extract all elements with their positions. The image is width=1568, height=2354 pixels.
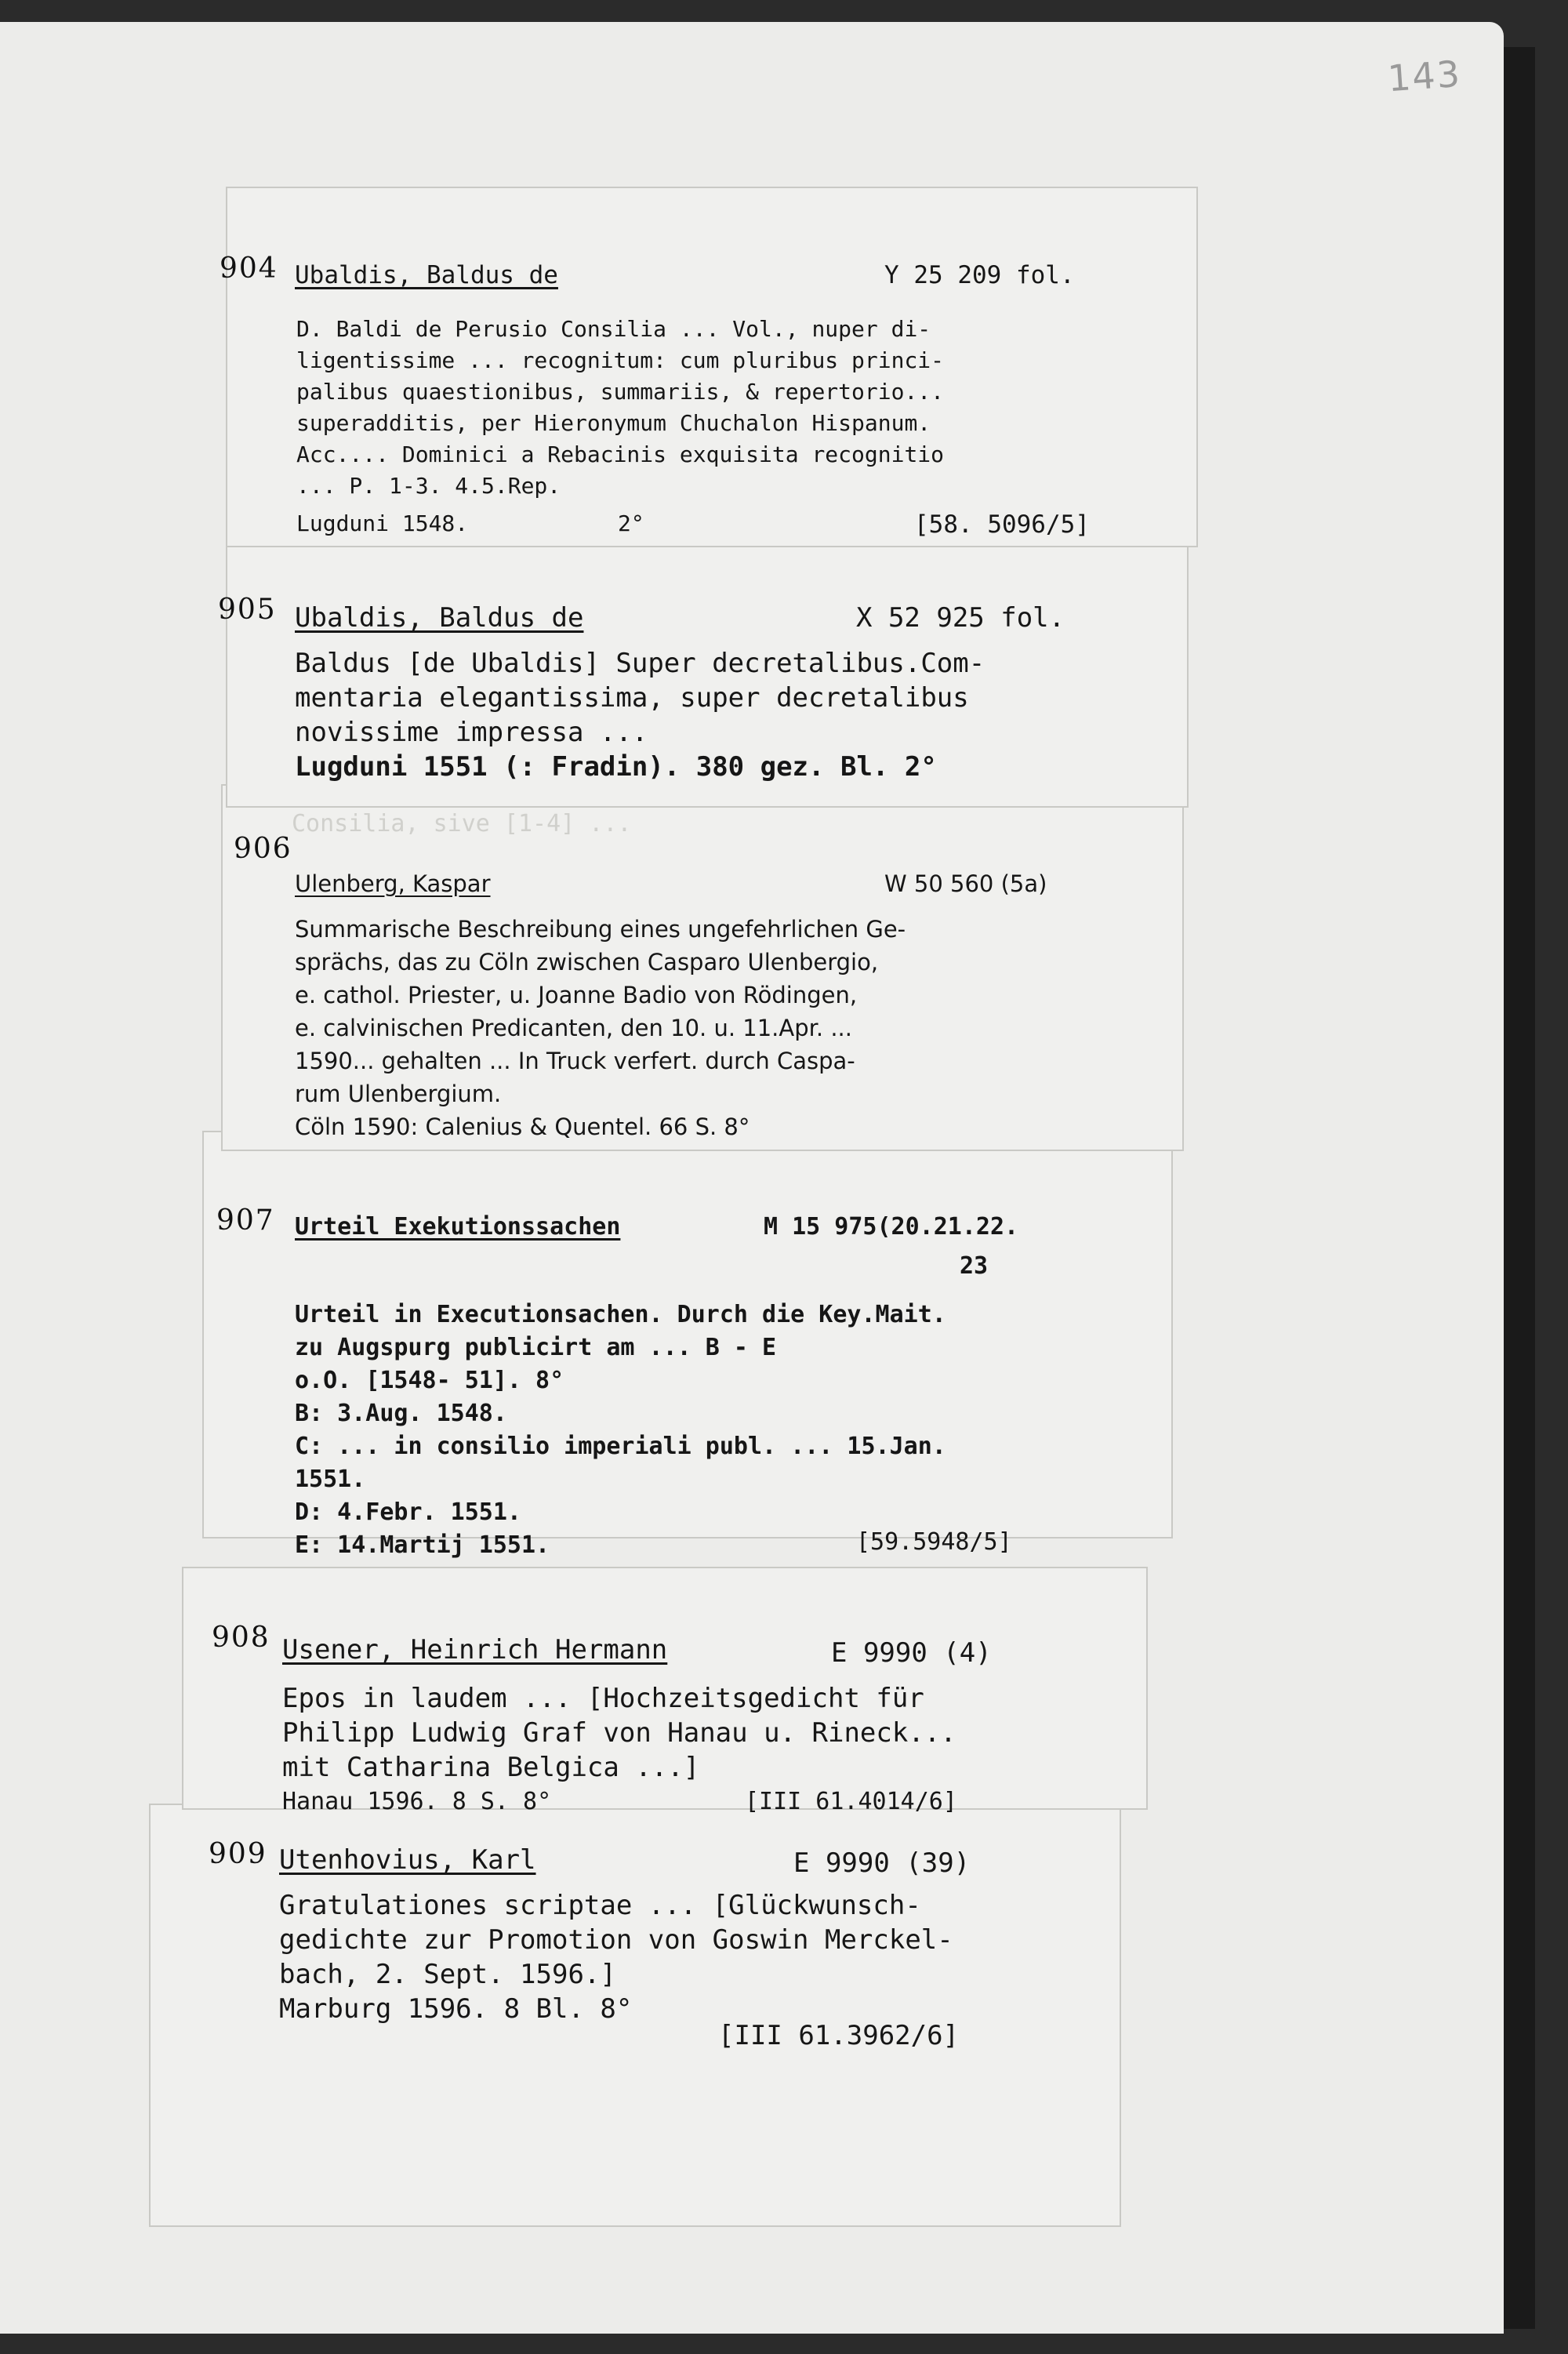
page-edge <box>1504 47 1535 2329</box>
entry-signature: M 15 975(20.21.22. <box>764 1213 1019 1241</box>
entry-text-line: zu Augspurg publicirt am ... B - E <box>295 1334 777 1361</box>
entry-shelfmark: [III 61.4014/6] <box>745 1788 957 1815</box>
entry-text-line: Summarische Beschreibung eines ungefehrlichen Ge- <box>295 916 906 943</box>
entry-text-line: C: ... in consilio imperiali publ. ... 15.Jan. <box>295 1433 946 1460</box>
entry-text-line: D: 4.Febr. 1551. <box>295 1498 521 1526</box>
entry-text-line: Acc.... Dominici a Rebacinis exquisita recognitio <box>296 441 945 467</box>
entry-imprint: Hanau 1596. 8 S. 8° <box>282 1788 552 1815</box>
entry-text-line: ligentissime ... recognitum: cum pluribus princi- <box>296 347 945 373</box>
entry-text-line: gedichte zur Promotion von Goswin Merckel- <box>279 1924 953 1956</box>
entry-shelfmark: [III 61.3962/6] <box>718 2020 960 2051</box>
entry-text-line: Baldus [de Ubaldis] Super decretalibus.Com- <box>295 648 985 679</box>
entry-signature: Y 25 209 fol. <box>884 261 1075 289</box>
entry-heading: Utenhovius, Karl <box>279 1844 536 1876</box>
entry-text-line: palibus quaestionibus, summariis, & repertorio... <box>296 379 945 405</box>
entry-signature: W 50 560 (5a) <box>884 870 1047 897</box>
show-through-text: Consilia, sive [1-4] ... <box>292 810 632 837</box>
entry-signature: E 9990 (4) <box>831 1637 992 1669</box>
entry-text-line: bach, 2. Sept. 1596.] <box>279 1959 616 1990</box>
entry-text-line: e. cathol. Priester, u. Joanne Badio von Rödingen, <box>295 982 858 1008</box>
entry-text-line: E: 14.Martij 1551. <box>295 1531 550 1559</box>
entry-text-line: superadditis, per Hieronymum Chuchalon Hispanum. <box>296 410 931 436</box>
entry-text-line: mit Catharina Belgica ...] <box>282 1752 700 1783</box>
entry-imprint: Lugduni 1548. <box>296 510 469 536</box>
entry-number: 908 <box>212 1622 270 1654</box>
entry-text-line: mentaria elegantissima, super decretalibus <box>295 682 969 714</box>
entry-number: 905 <box>218 594 277 626</box>
entry-signature: X 52 925 fol. <box>856 602 1065 634</box>
entry-text-line: 1551. <box>295 1466 366 1493</box>
entry-text-line: rum Ulenbergium. <box>295 1081 502 1107</box>
entry-heading: Ulenberg, Kaspar <box>295 870 491 897</box>
entry-heading: Urteil Exekutionssachen <box>295 1213 621 1241</box>
entry-text-line: Marburg 1596. 8 Bl. 8° <box>279 1993 633 2025</box>
entry-imprint: Lugduni 1551 (: Fradin). 380 gez. Bl. 2° <box>295 751 937 783</box>
entry-heading: Ubaldis, Baldus de <box>295 602 584 634</box>
entry-signature-continued: 23 <box>960 1252 989 1280</box>
entry-signature: E 9990 (39) <box>793 1847 971 1879</box>
entry-heading: Usener, Heinrich Hermann <box>282 1634 668 1666</box>
entry-text-line: sprächs, das zu Cöln zwischen Casparo Ulenbergio, <box>295 949 879 975</box>
entry-text-line: ... P. 1-3. 4.5.Rep. <box>296 473 561 499</box>
entry-number: 909 <box>209 1838 267 1870</box>
entry-number: 906 <box>234 833 292 865</box>
entry-heading: Ubaldis, Baldus de <box>295 261 558 289</box>
entry-text-line: Urteil in Executionsachen. Durch die Key.Mait. <box>295 1301 946 1328</box>
entry-text-line: e. calvinischen Predicanten, den 10. u. 11.Apr. ... <box>295 1015 852 1041</box>
entry-number: 907 <box>216 1204 275 1237</box>
page-number: 143 <box>1386 52 1463 100</box>
entry-text-line: Philipp Ludwig Graf von Hanau u. Rineck... <box>282 1717 956 1749</box>
entry-text-line: 1590... gehalten ... In Truck verfert. durch Caspa- <box>295 1048 855 1074</box>
entry-text-line: D. Baldi de Perusio Consilia ... Vol., nuper di- <box>296 316 931 342</box>
entry-format: 2° <box>618 510 644 536</box>
entry-shelfmark: [59.5948/5] <box>856 1528 1012 1556</box>
entry-text-line: o.O. [1548- 51]. 8° <box>295 1367 564 1394</box>
entry-imprint: Cöln 1590: Calenius & Quentel. 66 S. 8° <box>295 1113 750 1140</box>
entry-text-line: Gratulationes scriptae ... [Glückwunsch- <box>279 1890 921 1921</box>
entry-text-line: novissime impressa ... <box>295 717 648 748</box>
entry-text-line: Epos in laudem ... [Hochzeitsgedicht für <box>282 1683 924 1714</box>
entry-shelfmark: [58. 5096/5] <box>914 510 1090 539</box>
entry-number: 904 <box>220 252 278 285</box>
entry-text-line: B: 3.Aug. 1548. <box>295 1400 507 1427</box>
